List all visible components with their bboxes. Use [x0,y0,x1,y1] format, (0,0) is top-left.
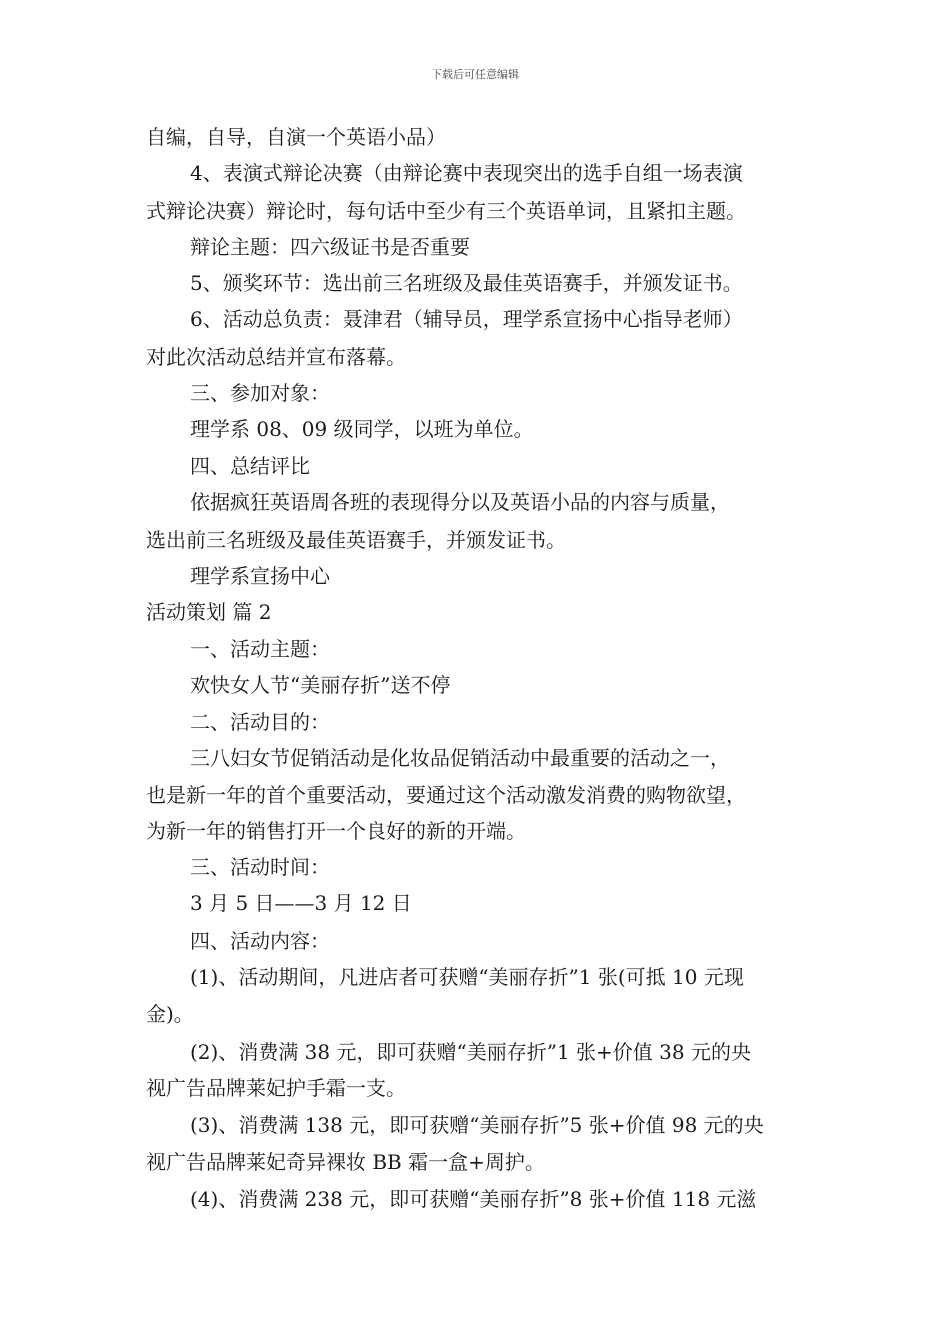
text-line: 6、活动总负责：聂津君（辅导员，理学系宣扬中心指导老师） [190,307,743,331]
text-line: 式辩论决赛）辩论时，每句话中至少有三个英语单词，且紧扣主题。 [146,199,746,223]
text-line: 4、表演式辩论决赛（由辩论赛中表现突出的选手自组一场表演 [190,161,743,185]
section-title: 活动策划 篇 2 [146,600,272,624]
text-line: (3)、消费满 138 元，即可获赠“美丽存折”5 张+价值 98 元的央 [190,1113,764,1137]
text-line: 视广告品牌莱妃护手霜一支。 [146,1076,406,1100]
text-line: 辩论主题：四六级证书是否重要 [190,235,470,259]
text-line: 一、活动主题： [190,637,330,661]
text-line: 四、活动内容： [190,929,330,953]
text-line: 自编，自导，自演一个英语小品） [146,125,446,149]
text-line: 依据疯狂英语周各班的表现得分以及英语小品的内容与质量， [190,490,730,514]
text-line: 理学系 08、09 级同学，以班为单位。 [190,417,534,441]
text-line: 三八妇女节促销活动是化妆品促销活动中最重要的活动之一， [190,746,730,770]
text-line: 5、颁奖环节：选出前三名班级及最佳英语赛手，并颁发证书。 [190,271,743,295]
text-line: 选出前三名班级及最佳英语赛手，并颁发证书。 [146,528,566,552]
text-line: 视广告品牌莱妃奇异裸妆 BB 霜一盒+周护。 [146,1150,545,1174]
text-line: (2)、消费满 38 元，即可获赠“美丽存折”1 张+价值 38 元的央 [190,1040,751,1064]
text-line: (4)、消费满 238 元，即可获赠“美丽存折”8 张+价值 118 元滋 [190,1187,757,1211]
text-line: 为新一年的销售打开一个良好的新的开端。 [146,819,526,843]
text-line: 三、活动时间： [190,855,330,879]
page-header: 下载后可任意编辑 [431,68,519,81]
text-line: 也是新一年的首个重要活动，要通过这个活动激发消费的购物欲望， [146,783,746,807]
text-line: 欢快女人节“美丽存折”送不停 [190,673,451,697]
text-line: 二、活动目的： [190,710,330,734]
text-line: 对此次活动总结并宣布落幕。 [146,345,406,369]
text-line: (1)、活动期间，凡进店者可获赠“美丽存折”1 张(可抵 10 元现 [190,965,744,989]
text-line: 3 月 5 日——3 月 12 日 [190,891,412,915]
text-line: 理学系宣扬中心 [190,564,330,588]
text-line: 四、总结评比 [190,454,310,478]
text-line: 三、参加对象： [190,381,330,405]
text-line: 金)。 [146,1002,194,1026]
